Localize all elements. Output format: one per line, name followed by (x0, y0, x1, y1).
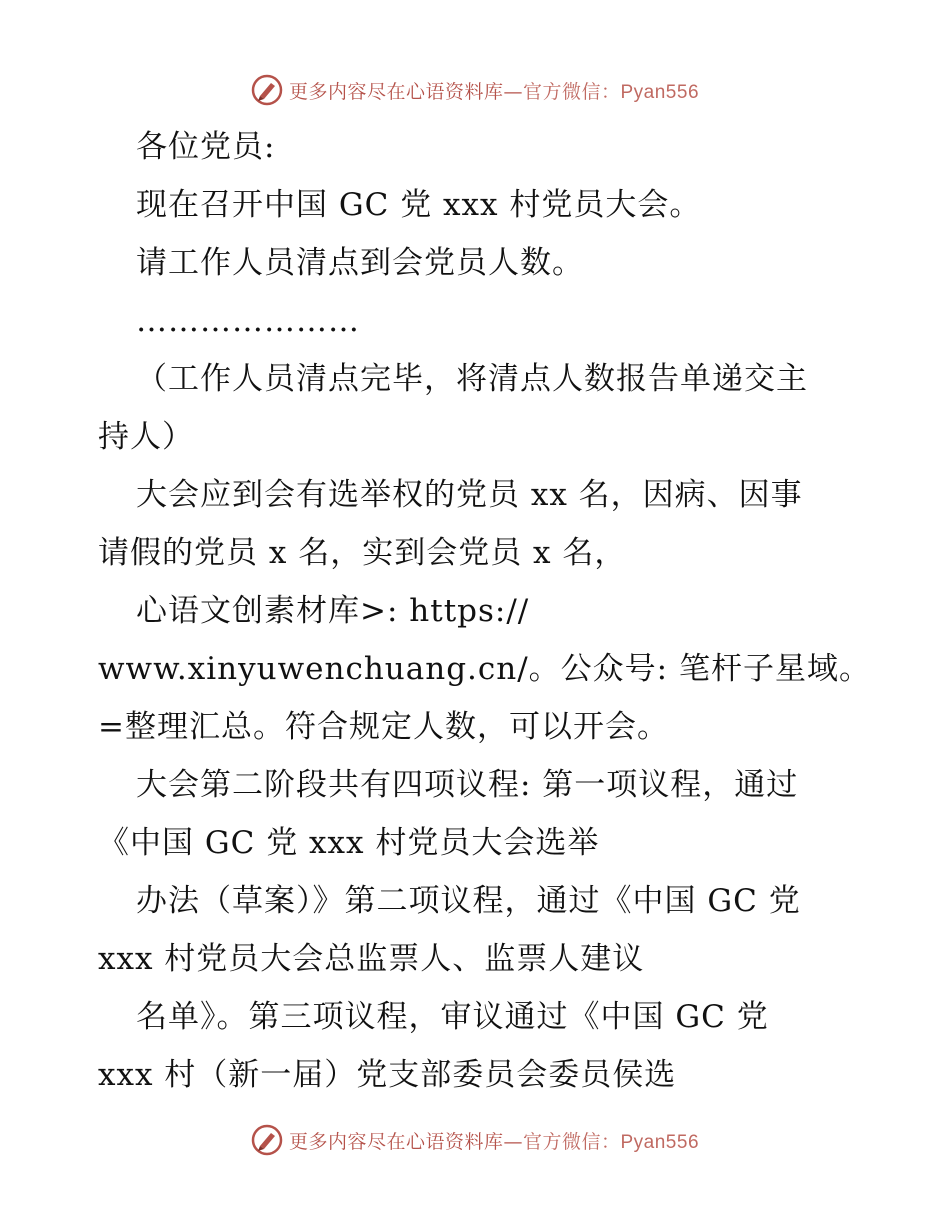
body-line: 办法（草案）》第二项议程，通过《中国 GC 党 (136, 883, 801, 919)
pen-logo-icon (251, 74, 283, 106)
body-line: 现在召开中国 GC 党 xxx 村党员大会。 (136, 187, 702, 223)
watermark-main: 更多内容尽在心语资料库 (288, 1130, 504, 1153)
body-line: 大会第二阶段共有四项议程: 第一项议程，通过 (136, 767, 799, 803)
body-line: 《中国 GC 党 xxx 村党员大会选举 (98, 825, 600, 861)
watermark-handle: Pyan556 (620, 1131, 700, 1153)
watermark-text (289, 77, 699, 104)
body-line: www.xinyuwenchuang.cn/。公众号: 笔杆子星域。 (98, 651, 871, 687)
body-line: ………………… (136, 303, 360, 339)
body-line: 大会应到会有选举权的党员 xx 名，因病、因事 (136, 477, 803, 513)
watermark-dash: — (503, 1130, 523, 1153)
footer-watermark (0, 1120, 950, 1160)
watermark-main: 更多内容尽在心语资料库 (288, 80, 504, 103)
header-watermark (0, 70, 950, 110)
document-body (98, 118, 871, 1104)
pen-logo-icon (251, 1124, 283, 1156)
body-line: 持人） (98, 419, 194, 455)
body-line: xxx 村党员大会总监票人、监票人建议 (98, 941, 645, 977)
body-line: 心语文创素材库>: https:// (136, 593, 530, 629)
body-line: xxx 村（新一届）党支部委员会委员侯选 (98, 1057, 677, 1093)
body-line: （工作人员清点完毕，将清点人数报告单递交主 (136, 361, 808, 397)
body-line: 请假的党员 x 名，实到会党员 x 名， (98, 535, 627, 571)
body-line: =整理汇总。符合规定人数，可以开会。 (98, 709, 669, 745)
watermark-dash: — (503, 80, 523, 103)
watermark-wechat: 官方微信： (522, 1130, 621, 1153)
watermark-content (251, 1124, 699, 1156)
watermark-wechat: 官方微信： (522, 80, 621, 103)
watermark-handle: Pyan556 (620, 81, 700, 103)
body-line: 请工作人员清点到会党员人数。 (136, 245, 584, 281)
body-line: 各位党员: (136, 129, 276, 165)
watermark-content (251, 74, 699, 106)
watermark-text (289, 1127, 699, 1154)
body-line: 名单》。第三项议程，审议通过《中国 GC 党 (136, 999, 769, 1035)
